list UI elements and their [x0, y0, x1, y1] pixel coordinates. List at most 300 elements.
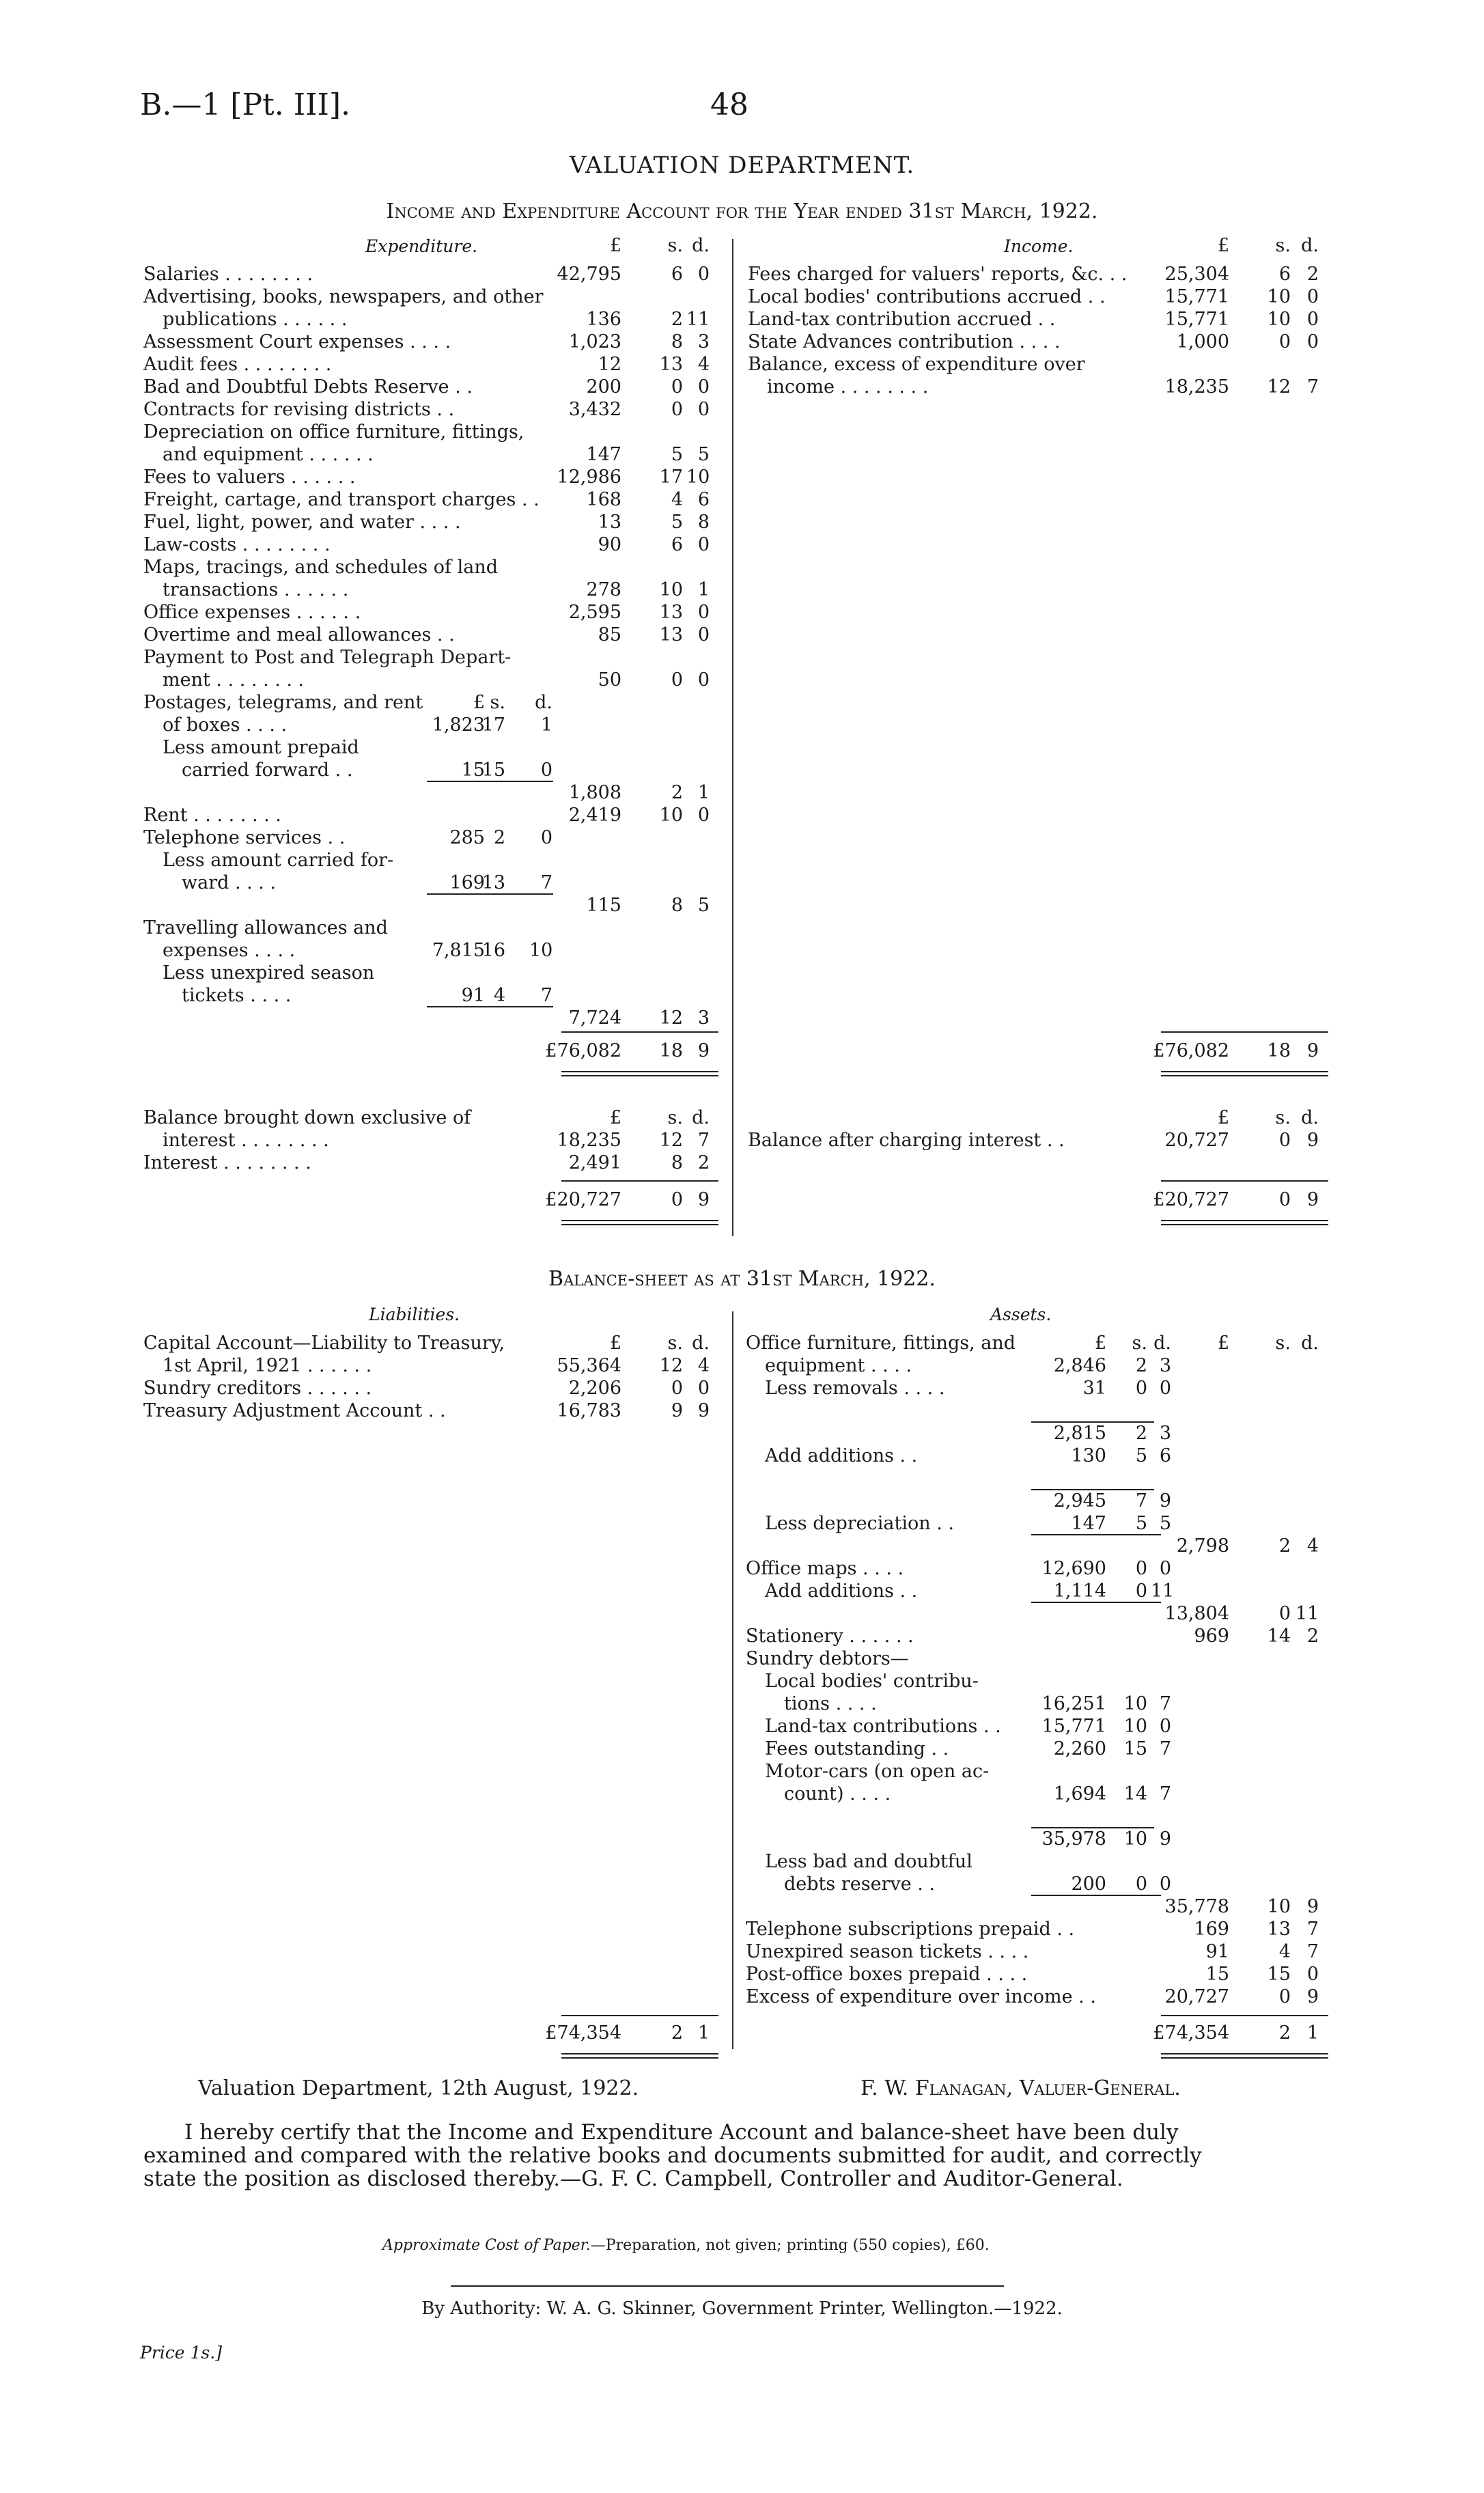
separator-rule [451, 2285, 1004, 2287]
item-label: Sundry debtors— [746, 1648, 909, 1669]
amount-pounds: 15,771 [1164, 286, 1229, 307]
amount-shillings: s. [1275, 1333, 1291, 1354]
asset-item [0, 1354, 1484, 1377]
inner-pounds: 147 [1071, 1513, 1106, 1534]
asset-item [0, 1715, 1484, 1738]
printer-authority: By Authority: W. A. G. Skinner, Government Printer, Wellington.—1922. [421, 2298, 1063, 2319]
income-item [0, 331, 1484, 353]
inner-pounds: 2,945 [1053, 1490, 1106, 1512]
item-label: count) . . . . [784, 1783, 891, 1805]
amount-pounds: 20,727 [1164, 1986, 1229, 2007]
amount-shillings: 13 [1267, 1919, 1291, 1940]
item-label: Less depreciation . . [765, 1513, 954, 1534]
amount-shillings: 4 [1278, 1941, 1291, 1962]
inner-pounds: 31 [1082, 1378, 1106, 1399]
total-shillings: 0 [1278, 1189, 1291, 1210]
item-label: Telephone services . . [143, 827, 346, 848]
amount-shillings: 0 [671, 376, 683, 398]
subtotal-rule [1031, 1489, 1154, 1490]
amount-pounds: 35,778 [1164, 1896, 1229, 1917]
inner-pence: 1 [540, 714, 552, 736]
amount-pence: 7 [1306, 1919, 1319, 1940]
expenditure-item [0, 601, 1484, 624]
asset-item [0, 1422, 1484, 1445]
item-label: State Advances contribution . . . . [748, 331, 1061, 352]
balance-left-item [0, 1152, 1484, 1174]
amount-pounds: 3,432 [568, 399, 621, 420]
amount-shillings: 12 [659, 1355, 683, 1376]
inner-pounds: 1,114 [1053, 1580, 1106, 1602]
amount-pence: 3 [697, 331, 710, 352]
asset-item [0, 1377, 1484, 1399]
col-pound: £ [609, 235, 621, 256]
amount-shillings: s. [1275, 1107, 1291, 1128]
asset-item [0, 1760, 1484, 1783]
amount-shillings: 13 [659, 354, 683, 375]
asset-item [0, 1512, 1484, 1535]
item-label: publications . . . . . . [163, 309, 348, 330]
amount-pence: 1 [697, 579, 710, 600]
inner-pounds: 2,260 [1053, 1738, 1106, 1759]
inner-shillings: 0 [1135, 1874, 1147, 1895]
amount-shillings: 6 [671, 264, 683, 285]
inner-shillings: 10 [1123, 1716, 1147, 1737]
amount-pence: 2 [1306, 264, 1319, 285]
item-label: Law-costs . . . . . . . . [143, 534, 331, 555]
amount-pence: 9 [1306, 1130, 1319, 1151]
inner-shillings: 0 [1135, 1558, 1147, 1579]
expenditure-item [0, 736, 1484, 759]
amount-shillings: 6 [671, 534, 683, 555]
item-label: carried forward . . [182, 760, 353, 781]
document-code: B.—1 [Pt. III]. [140, 87, 351, 122]
amount-pounds: 13,804 [1164, 1603, 1229, 1624]
inner-pence: 7 [540, 872, 552, 893]
item-label: Audit fees . . . . . . . . [143, 354, 332, 375]
amount-pence: 0 [697, 805, 710, 826]
item-label: Motor-cars (on open ac- [765, 1761, 990, 1782]
total-double-rule [561, 1220, 718, 1225]
inner-shillings: 7 [1135, 1490, 1147, 1512]
item-label: Land-tax contribution accrued . . [748, 309, 1056, 330]
amount-shillings: 17 [659, 466, 683, 488]
amount-shillings: s. [667, 1333, 683, 1354]
amount-pounds: £ [609, 1107, 621, 1128]
inner-shillings: 0 [1135, 1378, 1147, 1399]
amount-pence: 0 [697, 1378, 710, 1399]
amount-pounds: 200 [586, 376, 621, 398]
amount-shillings: 2 [1278, 1535, 1291, 1557]
item-label: Depreciation on office furniture, fittings, [143, 421, 524, 443]
expenditure-column-heading: Expenditure. [365, 236, 478, 256]
item-label: Add additions . . [765, 1580, 918, 1602]
page-number: 48 [710, 87, 748, 122]
amount-pence: d. [1301, 1107, 1319, 1128]
item-label: 1st April, 1921 . . . . . . [163, 1355, 372, 1376]
asset-item [0, 1670, 1484, 1693]
amount-pence: 2 [697, 1152, 710, 1173]
inner-shillings: 10 [1123, 1693, 1147, 1714]
expenditure-item [0, 849, 1484, 872]
inner-shillings: 2 [1135, 1423, 1147, 1444]
inner-pence: 10 [529, 940, 553, 961]
total-pounds: £20,727 [1153, 1189, 1229, 1210]
expenditure-item [0, 556, 1484, 579]
amount-shillings: 12 [659, 1130, 683, 1151]
item-label: income . . . . . . . . [767, 376, 929, 398]
liability-item [0, 1399, 1484, 1422]
amount-pounds: 55,364 [557, 1355, 621, 1376]
amount-pounds: £ [1217, 1333, 1229, 1354]
amount-pence: 0 [697, 534, 710, 555]
inner-pounds: 169 [449, 872, 485, 893]
expenditure-item [0, 669, 1484, 691]
inner-pence: 0 [1159, 1716, 1171, 1737]
total-pounds: £20,727 [545, 1189, 621, 1210]
item-label: Payment to Post and Telegraph Depart- [143, 647, 512, 668]
income-item [0, 308, 1484, 331]
expenditure-item [0, 511, 1484, 533]
amount-shillings: 4 [671, 489, 683, 510]
total-pence: 1 [1306, 2022, 1319, 2044]
amount-pounds: 136 [586, 309, 621, 330]
subtotal-rule [427, 893, 553, 895]
amount-pence: 0 [697, 376, 710, 398]
inner-pence: 7 [540, 985, 552, 1006]
amount-shillings: 8 [671, 895, 683, 916]
subtotal-rule [1031, 1895, 1161, 1896]
amount-pounds: 1,808 [568, 782, 621, 803]
amount-pence: 1 [697, 782, 710, 803]
item-label: Less removals . . . . [765, 1378, 945, 1399]
inner-shillings: 17 [481, 714, 505, 736]
subtotal-rule [1031, 1534, 1161, 1535]
inner-shillings: 10 [1123, 1828, 1147, 1850]
amount-pounds: 147 [586, 444, 621, 465]
inner-pence: d. [535, 692, 552, 713]
total-pence: 9 [697, 1040, 710, 1061]
item-label: interest . . . . . . . . [163, 1130, 329, 1151]
asset-item [0, 1828, 1484, 1850]
amount-pence: 7 [697, 1130, 710, 1151]
total-pence: 9 [1306, 1189, 1319, 1210]
item-label: Bad and Doubtful Debts Reserve . . [143, 376, 473, 398]
inner-pence: 0 [1159, 1874, 1171, 1895]
inner-shillings: 5 [1135, 1513, 1147, 1534]
total-rule [561, 2015, 718, 2016]
amount-shillings: 10 [659, 805, 683, 826]
amount-shillings: 10 [1267, 1896, 1291, 1917]
amount-pounds: 169 [1194, 1919, 1229, 1940]
subtotal-rule [1031, 1421, 1154, 1423]
amount-pounds: £ [609, 1333, 621, 1354]
item-label: Fees to valuers . . . . . . [143, 466, 356, 488]
amount-pence: 0 [1306, 331, 1319, 352]
item-label: Local bodies' contribu- [765, 1671, 979, 1692]
total-double-rule [561, 1071, 718, 1076]
amount-shillings: 0 [1278, 331, 1291, 352]
subtotal-rule [427, 1006, 553, 1007]
amount-pence: 0 [1306, 309, 1319, 330]
item-label: Post-office boxes prepaid . . . . [746, 1964, 1028, 1985]
amount-pounds: 115 [586, 895, 621, 916]
inner-pounds: 35,978 [1041, 1828, 1106, 1850]
item-label: Balance after charging interest . . [748, 1130, 1065, 1151]
balance-total-right [0, 1188, 1484, 1211]
amount-pounds: 1,000 [1176, 331, 1229, 352]
inner-pence: 11 [1151, 1580, 1175, 1602]
subtotal-rule [427, 781, 553, 782]
page-title: VALUATION DEPARTMENT. [569, 152, 915, 179]
expenditure-item [0, 759, 1484, 781]
inner-shillings: 2 [493, 827, 505, 848]
balance-sheet-heading: Balance-sheet as at 31st March, 1922. [548, 1267, 936, 1291]
total-pounds: £76,082 [1153, 1040, 1229, 1061]
amount-pounds: 969 [1194, 1626, 1229, 1647]
inner-shillings: 16 [481, 940, 505, 961]
amount-shillings: 9 [671, 1400, 683, 1421]
item-label: Office furniture, fittings, and [746, 1333, 1016, 1354]
inner-pounds: 2,846 [1053, 1355, 1106, 1376]
asset-item [0, 1918, 1484, 1940]
amount-shillings: 0 [1278, 1603, 1291, 1624]
asset-item [0, 1986, 1484, 2008]
amount-pounds: £ [1217, 1107, 1229, 1128]
inner-pence: 7 [1159, 1783, 1171, 1805]
expenditure-item [0, 398, 1484, 421]
inner-pounds: 12,690 [1041, 1558, 1106, 1579]
amount-shillings: 0 [671, 1378, 683, 1399]
asset-item [0, 1490, 1484, 1512]
income-column-heading: Income. [1004, 236, 1074, 256]
amount-pounds: 50 [598, 669, 621, 691]
amount-pence: 0 [1306, 1964, 1319, 1985]
amount-pence: 0 [697, 669, 710, 691]
asset-item [0, 1535, 1484, 1557]
amount-pence: 5 [697, 895, 710, 916]
inner-pounds: 1,694 [1053, 1783, 1106, 1805]
amount-shillings: 14 [1267, 1626, 1291, 1647]
subtotal-rule [1031, 1602, 1161, 1603]
total-double-rule [561, 2053, 718, 2059]
inner-pence: 3 [1159, 1423, 1171, 1444]
expenditure-item [0, 872, 1484, 894]
inner-pounds: 7,815 [432, 940, 485, 961]
expenditure-item [0, 894, 1484, 917]
amount-pounds: 13 [598, 512, 621, 533]
item-label: ward . . . . [182, 872, 277, 893]
inner-pence: 9 [1159, 1828, 1171, 1850]
amount-pence: 9 [1306, 1896, 1319, 1917]
amount-shillings: 0 [671, 399, 683, 420]
cost-of-paper [382, 2237, 990, 2254]
inner-pounds: 285 [449, 827, 485, 848]
inner-pounds: 91 [461, 985, 485, 1006]
inner-pence: 0 [540, 827, 552, 848]
amount-pounds: 278 [586, 579, 621, 600]
audit-certificate [143, 2121, 1202, 2190]
inner-pounds: 1,823 [432, 714, 485, 736]
asset-item [0, 1850, 1484, 1873]
total-rule [1161, 1031, 1328, 1033]
amount-pounds: 2,595 [568, 602, 621, 623]
total-pounds: £76,082 [545, 1040, 621, 1061]
income-item [0, 263, 1484, 285]
amount-shillings: 5 [671, 512, 683, 533]
item-label: Interest . . . . . . . . [143, 1152, 311, 1173]
certificate-line: state the position as disclosed thereby.—G. F. C. Campbell, Controller and Auditor-General. [143, 2167, 1123, 2191]
item-label: Maps, tracings, and schedules of land [143, 557, 499, 578]
asset-item [0, 1873, 1484, 1895]
amount-pounds: 7,724 [568, 1007, 621, 1029]
asset-item [0, 1557, 1484, 1580]
amount-pence: 9 [697, 1400, 710, 1421]
inner-pence: 3 [1159, 1355, 1171, 1376]
expenditure-item [0, 466, 1484, 488]
item-label: Less amount carried for- [163, 850, 394, 871]
expenditure-item [0, 579, 1484, 601]
certificate-line: I hereby certify that the Income and Expenditure Account and balance-sheet have been duly [184, 2120, 1179, 2145]
center-divider [732, 239, 733, 1236]
amount-pounds: 12 [598, 354, 621, 375]
expenditure-item [0, 804, 1484, 826]
amount-shillings: 0 [671, 669, 683, 691]
asset-item [0, 1693, 1484, 1715]
cost-label: Approximate Cost of Paper. [382, 2237, 591, 2254]
expenditure-item [0, 1007, 1484, 1029]
total-shillings: 2 [1278, 2022, 1291, 2044]
item-label: Advertising, books, newspapers, and other [143, 286, 544, 307]
item-label: ment . . . . . . . . [163, 669, 305, 691]
amount-pence: 7 [1306, 376, 1319, 398]
expenditure-item [0, 826, 1484, 849]
inner-pounds: £ [1094, 1333, 1106, 1354]
center-divider [732, 1311, 733, 2049]
expenditure-item [0, 533, 1484, 556]
asset-item [0, 1783, 1484, 1805]
item-label: Overtime and meal allowances . . [143, 624, 455, 645]
signature-name: F. W. Flanagan, Valuer-General. [860, 2076, 1181, 2100]
asset-item [0, 1738, 1484, 1760]
amount-pence: 4 [697, 1355, 710, 1376]
amount-pounds: 25,304 [1164, 264, 1229, 285]
item-label: expenses . . . . [163, 940, 296, 961]
amount-pence: 0 [1306, 286, 1319, 307]
asset-item [0, 1940, 1484, 1963]
amount-pounds: 42,795 [557, 264, 621, 285]
amount-pounds: 1,023 [568, 331, 621, 352]
item-label: transactions . . . . . . [163, 579, 349, 600]
asset-item [0, 1963, 1484, 1986]
item-label: debts reserve . . [784, 1874, 936, 1895]
income-expenditure-heading: Income and Expenditure Account for the Year ended 31st March, 1922. [386, 199, 1098, 223]
expenditure-item [0, 939, 1484, 962]
item-label: Assessment Court expenses . . . . [143, 331, 451, 352]
total-double-rule [1161, 1220, 1328, 1225]
item-label: Less unexpired season [163, 962, 375, 984]
total-rule [1161, 1180, 1328, 1182]
expenditure-item [0, 646, 1484, 669]
col-pence: d. [692, 235, 710, 256]
amount-shillings: 2 [671, 309, 683, 330]
asset-item [0, 1602, 1484, 1625]
amount-pounds: 91 [1205, 1941, 1229, 1962]
item-label: Salaries . . . . . . . . [143, 264, 313, 285]
item-label: Capital Account—Liability to Treasury, [143, 1333, 505, 1354]
inner-pence: 7 [1159, 1693, 1171, 1714]
item-label: Fuel, light, power, and water . . . . [143, 512, 461, 533]
amount-shillings: 0 [1278, 1986, 1291, 2007]
expenditure-item [0, 962, 1484, 984]
amount-shillings: 8 [671, 1152, 683, 1173]
col-shilling: s. [667, 235, 683, 256]
total-shillings: 0 [671, 1189, 683, 1210]
expenditure-item [0, 443, 1484, 466]
amount-pence: d. [692, 1107, 710, 1128]
inner-pence: d. [1153, 1333, 1171, 1354]
item-label: of boxes . . . . [163, 714, 288, 736]
item-label: Local bodies' contributions accrued . . [748, 286, 1106, 307]
total-rule [561, 1031, 718, 1033]
amount-shillings: 0 [1278, 1130, 1291, 1151]
inner-pounds: 16,251 [1041, 1693, 1106, 1714]
total-double-rule [1161, 1071, 1328, 1076]
expenditure-item [0, 624, 1484, 646]
item-label: Rent . . . . . . . . [143, 805, 281, 826]
balance-right-item [0, 1106, 1484, 1129]
total-rule [561, 1180, 718, 1182]
col-shilling: s. [1275, 235, 1291, 256]
amount-shillings: 13 [659, 602, 683, 623]
amount-pounds: 2,419 [568, 805, 621, 826]
amount-pence: 11 [1296, 1603, 1319, 1624]
item-label: Fees outstanding . . [765, 1738, 949, 1759]
amount-shillings: 13 [659, 624, 683, 645]
amount-pounds: 168 [586, 489, 621, 510]
total-shillings: 18 [1267, 1040, 1291, 1061]
amount-shillings: 8 [671, 331, 683, 352]
item-label: Travelling allowances and [143, 917, 388, 938]
inner-shillings: 15 [1123, 1738, 1147, 1759]
col-pence: d. [1301, 235, 1319, 256]
inner-pence: 0 [1159, 1558, 1171, 1579]
inner-shillings: 13 [481, 872, 505, 893]
price: Price 1s.] [140, 2343, 222, 2363]
inner-pence: 5 [1159, 1513, 1171, 1534]
assets-total [0, 2022, 1484, 2044]
certificate-line: examined and compared with the relative books and documents submitted for audit, and correctly [143, 2143, 1202, 2168]
inner-shillings: 0 [1135, 1580, 1147, 1602]
total-pounds: £74,354 [545, 2022, 621, 2044]
amount-pounds: 15 [1205, 1964, 1229, 1985]
expenditure-item [0, 917, 1484, 939]
item-label: Add additions . . [765, 1445, 918, 1466]
item-label: and equipment . . . . . . [163, 444, 374, 465]
amount-pence: 5 [697, 444, 710, 465]
item-label: Fees charged for valuers' reports, &c. . . [748, 264, 1128, 285]
balance-right-item [0, 1129, 1484, 1152]
amount-shillings: 12 [1267, 376, 1291, 398]
item-label: tions . . . . [784, 1693, 877, 1714]
amount-pounds: 18,235 [1164, 376, 1229, 398]
liabilities-column-heading: Liabilities. [369, 1305, 460, 1324]
item-label: Office expenses . . . . . . [143, 602, 361, 623]
amount-pence: 4 [697, 354, 710, 375]
amount-pence: 0 [697, 602, 710, 623]
item-label: Telephone subscriptions prepaid . . [746, 1919, 1075, 1940]
amount-pence: 8 [697, 512, 710, 533]
amount-shillings: 15 [1267, 1964, 1291, 1985]
